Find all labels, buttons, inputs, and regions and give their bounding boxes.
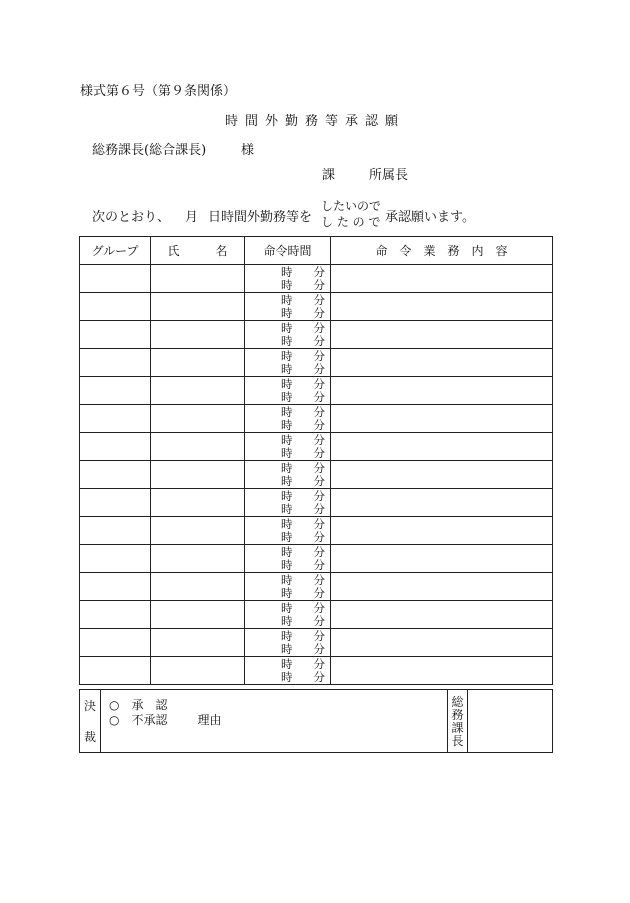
time-end xyxy=(245,559,330,572)
task-cell[interactable] xyxy=(331,629,553,657)
hour-unit: 時 xyxy=(281,361,293,376)
group-cell[interactable] xyxy=(80,489,151,517)
approver-char-1: 総 xyxy=(451,695,464,709)
option-reject-label: ○ 不承認 xyxy=(109,713,168,727)
minute-unit: 分 xyxy=(313,488,325,503)
hour-unit: 時 xyxy=(281,333,293,348)
decision-row xyxy=(80,690,553,753)
minute-unit: 分 xyxy=(313,404,325,419)
name-cell[interactable] xyxy=(151,489,245,517)
order-time-cell[interactable] xyxy=(245,573,331,601)
minute-unit: 分 xyxy=(313,277,325,292)
minute-unit: 分 xyxy=(313,628,325,643)
group-cell[interactable] xyxy=(80,545,151,573)
task-cell[interactable] xyxy=(331,573,553,601)
hour-unit: 時 xyxy=(281,501,293,516)
minute-unit: 分 xyxy=(313,460,325,475)
head-label: 所属長 xyxy=(369,168,409,183)
form-number: 様式第６号（第９条関係） xyxy=(80,84,237,99)
request-mid: 日時間外勤務等を xyxy=(208,210,313,225)
minute-unit: 分 xyxy=(313,348,325,363)
minute-unit: 分 xyxy=(313,417,325,432)
name-cell[interactable] xyxy=(151,517,245,545)
minute-unit: 分 xyxy=(313,585,325,600)
minute-unit: 分 xyxy=(313,656,325,671)
hour-unit: 時 xyxy=(281,320,293,335)
order-time-cell[interactable] xyxy=(245,265,331,293)
hour-unit: 時 xyxy=(281,305,293,320)
order-time-cell[interactable] xyxy=(245,657,331,685)
hour-unit: 時 xyxy=(281,656,293,671)
time-end xyxy=(245,335,330,348)
approver-seal-cell[interactable] xyxy=(468,690,553,753)
document-title: 時間外勤務等承認願 xyxy=(224,114,405,129)
hour-unit: 時 xyxy=(281,348,293,363)
hour-unit: 時 xyxy=(281,585,293,600)
minute-unit: 分 xyxy=(313,445,325,460)
time-end xyxy=(245,391,330,404)
order-time-cell[interactable] xyxy=(245,461,331,489)
minute-unit: 分 xyxy=(313,669,325,684)
task-cell[interactable] xyxy=(331,321,553,349)
minute-unit: 分 xyxy=(313,361,325,376)
minute-unit: 分 xyxy=(313,473,325,488)
time-end xyxy=(245,307,330,320)
option-reject[interactable] xyxy=(101,713,447,728)
addressee: 総務課長(総合課長) xyxy=(92,143,207,158)
minute-unit: 分 xyxy=(313,264,325,279)
group-cell[interactable] xyxy=(80,265,151,293)
request-month: 月 xyxy=(185,210,199,225)
overtime-table xyxy=(79,236,553,685)
name-cell[interactable] xyxy=(151,293,245,321)
minute-unit: 分 xyxy=(313,641,325,656)
name-cell[interactable] xyxy=(151,573,245,601)
table-row xyxy=(80,573,553,601)
minute-unit: 分 xyxy=(313,501,325,516)
decision-table xyxy=(79,689,553,753)
hour-unit: 時 xyxy=(281,264,293,279)
time-end xyxy=(245,475,330,488)
name-cell[interactable] xyxy=(151,545,245,573)
minute-unit: 分 xyxy=(313,389,325,404)
table-row xyxy=(80,321,553,349)
name-cell[interactable] xyxy=(151,349,245,377)
table-row xyxy=(80,433,553,461)
request-alt-future: したいので xyxy=(321,199,382,213)
group-cell[interactable] xyxy=(80,629,151,657)
minute-unit: 分 xyxy=(313,613,325,628)
order-time-cell[interactable] xyxy=(245,349,331,377)
minute-unit: 分 xyxy=(313,305,325,320)
hour-unit: 時 xyxy=(281,544,293,559)
group-cell[interactable] xyxy=(80,321,151,349)
approver-label-cell xyxy=(448,690,468,753)
order-time-cell[interactable] xyxy=(245,545,331,573)
table-row xyxy=(80,377,553,405)
time-end xyxy=(245,615,330,628)
order-time-cell[interactable] xyxy=(245,517,331,545)
group-cell[interactable] xyxy=(80,601,151,629)
task-cell[interactable] xyxy=(331,545,553,573)
hour-unit: 時 xyxy=(281,460,293,475)
task-cell[interactable] xyxy=(331,349,553,377)
hour-unit: 時 xyxy=(281,445,293,460)
name-cell[interactable] xyxy=(151,405,245,433)
table-row xyxy=(80,657,553,685)
decision-label-cell xyxy=(80,690,101,753)
request-alt-past: し た の で xyxy=(321,215,381,229)
hour-unit: 時 xyxy=(281,669,293,684)
group-cell[interactable] xyxy=(80,349,151,377)
approver-char-3: 課 xyxy=(451,721,464,735)
request-tail: 承認願います。 xyxy=(385,210,475,225)
name-cell[interactable] xyxy=(151,601,245,629)
minute-unit: 分 xyxy=(313,516,325,531)
order-time-cell[interactable] xyxy=(245,321,331,349)
minute-unit: 分 xyxy=(313,333,325,348)
header-task: 命 令 業 務 内 容 xyxy=(331,237,553,265)
approver-char-4: 長 xyxy=(451,734,464,748)
task-cell[interactable] xyxy=(331,265,553,293)
task-cell[interactable] xyxy=(331,489,553,517)
minute-unit: 分 xyxy=(313,529,325,544)
group-cell[interactable] xyxy=(80,461,151,489)
hour-unit: 時 xyxy=(281,389,293,404)
hour-unit: 時 xyxy=(281,641,293,656)
group-cell[interactable] xyxy=(80,433,151,461)
time-end xyxy=(245,279,330,292)
time-end xyxy=(245,587,330,600)
table-row xyxy=(80,629,553,657)
hour-unit: 時 xyxy=(281,376,293,391)
table-row xyxy=(80,461,553,489)
time-end xyxy=(245,643,330,656)
dept-suffix: 課 xyxy=(322,168,336,183)
order-time-cell[interactable] xyxy=(245,405,331,433)
order-time-cell[interactable] xyxy=(245,293,331,321)
name-cell[interactable] xyxy=(151,265,245,293)
task-cell[interactable] xyxy=(331,601,553,629)
hour-unit: 時 xyxy=(281,516,293,531)
minute-unit: 分 xyxy=(313,600,325,615)
approver-char-2: 務 xyxy=(451,708,464,722)
hour-unit: 時 xyxy=(281,404,293,419)
group-cell[interactable] xyxy=(80,405,151,433)
header-name: 氏 名 xyxy=(151,237,245,265)
hour-unit: 時 xyxy=(281,572,293,587)
table-row xyxy=(80,517,553,545)
hour-unit: 時 xyxy=(281,417,293,432)
task-cell[interactable] xyxy=(331,461,553,489)
decision-label-1: 決 xyxy=(83,699,96,713)
order-time-cell[interactable] xyxy=(245,601,331,629)
group-cell[interactable] xyxy=(80,657,151,685)
time-end xyxy=(245,503,330,516)
hour-unit: 時 xyxy=(281,600,293,615)
name-cell[interactable] xyxy=(151,657,245,685)
name-cell[interactable] xyxy=(151,629,245,657)
header-group: グループ xyxy=(80,237,151,265)
option-approve[interactable]: ○ 承 認 xyxy=(109,698,168,712)
minute-unit: 分 xyxy=(313,292,325,307)
table-row xyxy=(80,349,553,377)
task-cell[interactable] xyxy=(331,377,553,405)
hour-unit: 時 xyxy=(281,529,293,544)
group-cell[interactable] xyxy=(80,573,151,601)
task-cell[interactable] xyxy=(331,293,553,321)
request-lead: 次のとおり、 xyxy=(92,210,171,225)
group-cell[interactable] xyxy=(80,517,151,545)
hour-unit: 時 xyxy=(281,292,293,307)
table-row xyxy=(80,405,553,433)
order-time-cell[interactable] xyxy=(245,489,331,517)
reason-label: 理由 xyxy=(197,713,222,727)
minute-unit: 分 xyxy=(313,572,325,587)
decision-options-cell xyxy=(101,690,448,753)
table-header-row xyxy=(80,237,553,265)
hour-unit: 時 xyxy=(281,473,293,488)
group-cell[interactable] xyxy=(80,293,151,321)
time-end xyxy=(245,671,330,684)
name-cell[interactable] xyxy=(151,433,245,461)
group-cell[interactable] xyxy=(80,377,151,405)
decision-label-2: 裁 xyxy=(83,730,96,744)
header-order-time: 命令時間 xyxy=(245,237,331,265)
table-row xyxy=(80,489,553,517)
task-cell[interactable] xyxy=(331,657,553,685)
hour-unit: 時 xyxy=(281,628,293,643)
hour-unit: 時 xyxy=(281,432,293,447)
order-time-cell[interactable] xyxy=(245,433,331,461)
name-cell[interactable] xyxy=(151,321,245,349)
order-time-cell[interactable] xyxy=(245,629,331,657)
time-end xyxy=(245,447,330,460)
time-end xyxy=(245,419,330,432)
minute-unit: 分 xyxy=(313,544,325,559)
task-cell[interactable] xyxy=(331,433,553,461)
minute-unit: 分 xyxy=(313,557,325,572)
table-row xyxy=(80,265,553,293)
name-cell[interactable] xyxy=(151,377,245,405)
time-end xyxy=(245,363,330,376)
hour-unit: 時 xyxy=(281,277,293,292)
minute-unit: 分 xyxy=(313,320,325,335)
name-cell[interactable] xyxy=(151,461,245,489)
table-row xyxy=(80,293,553,321)
task-cell[interactable] xyxy=(331,517,553,545)
hour-unit: 時 xyxy=(281,613,293,628)
hour-unit: 時 xyxy=(281,557,293,572)
task-cell[interactable] xyxy=(331,405,553,433)
minute-unit: 分 xyxy=(313,376,325,391)
table-row xyxy=(80,601,553,629)
minute-unit: 分 xyxy=(313,432,325,447)
honorific: 様 xyxy=(241,143,255,158)
table-row xyxy=(80,545,553,573)
order-time-cell[interactable] xyxy=(245,377,331,405)
time-end xyxy=(245,531,330,544)
hour-unit: 時 xyxy=(281,488,293,503)
